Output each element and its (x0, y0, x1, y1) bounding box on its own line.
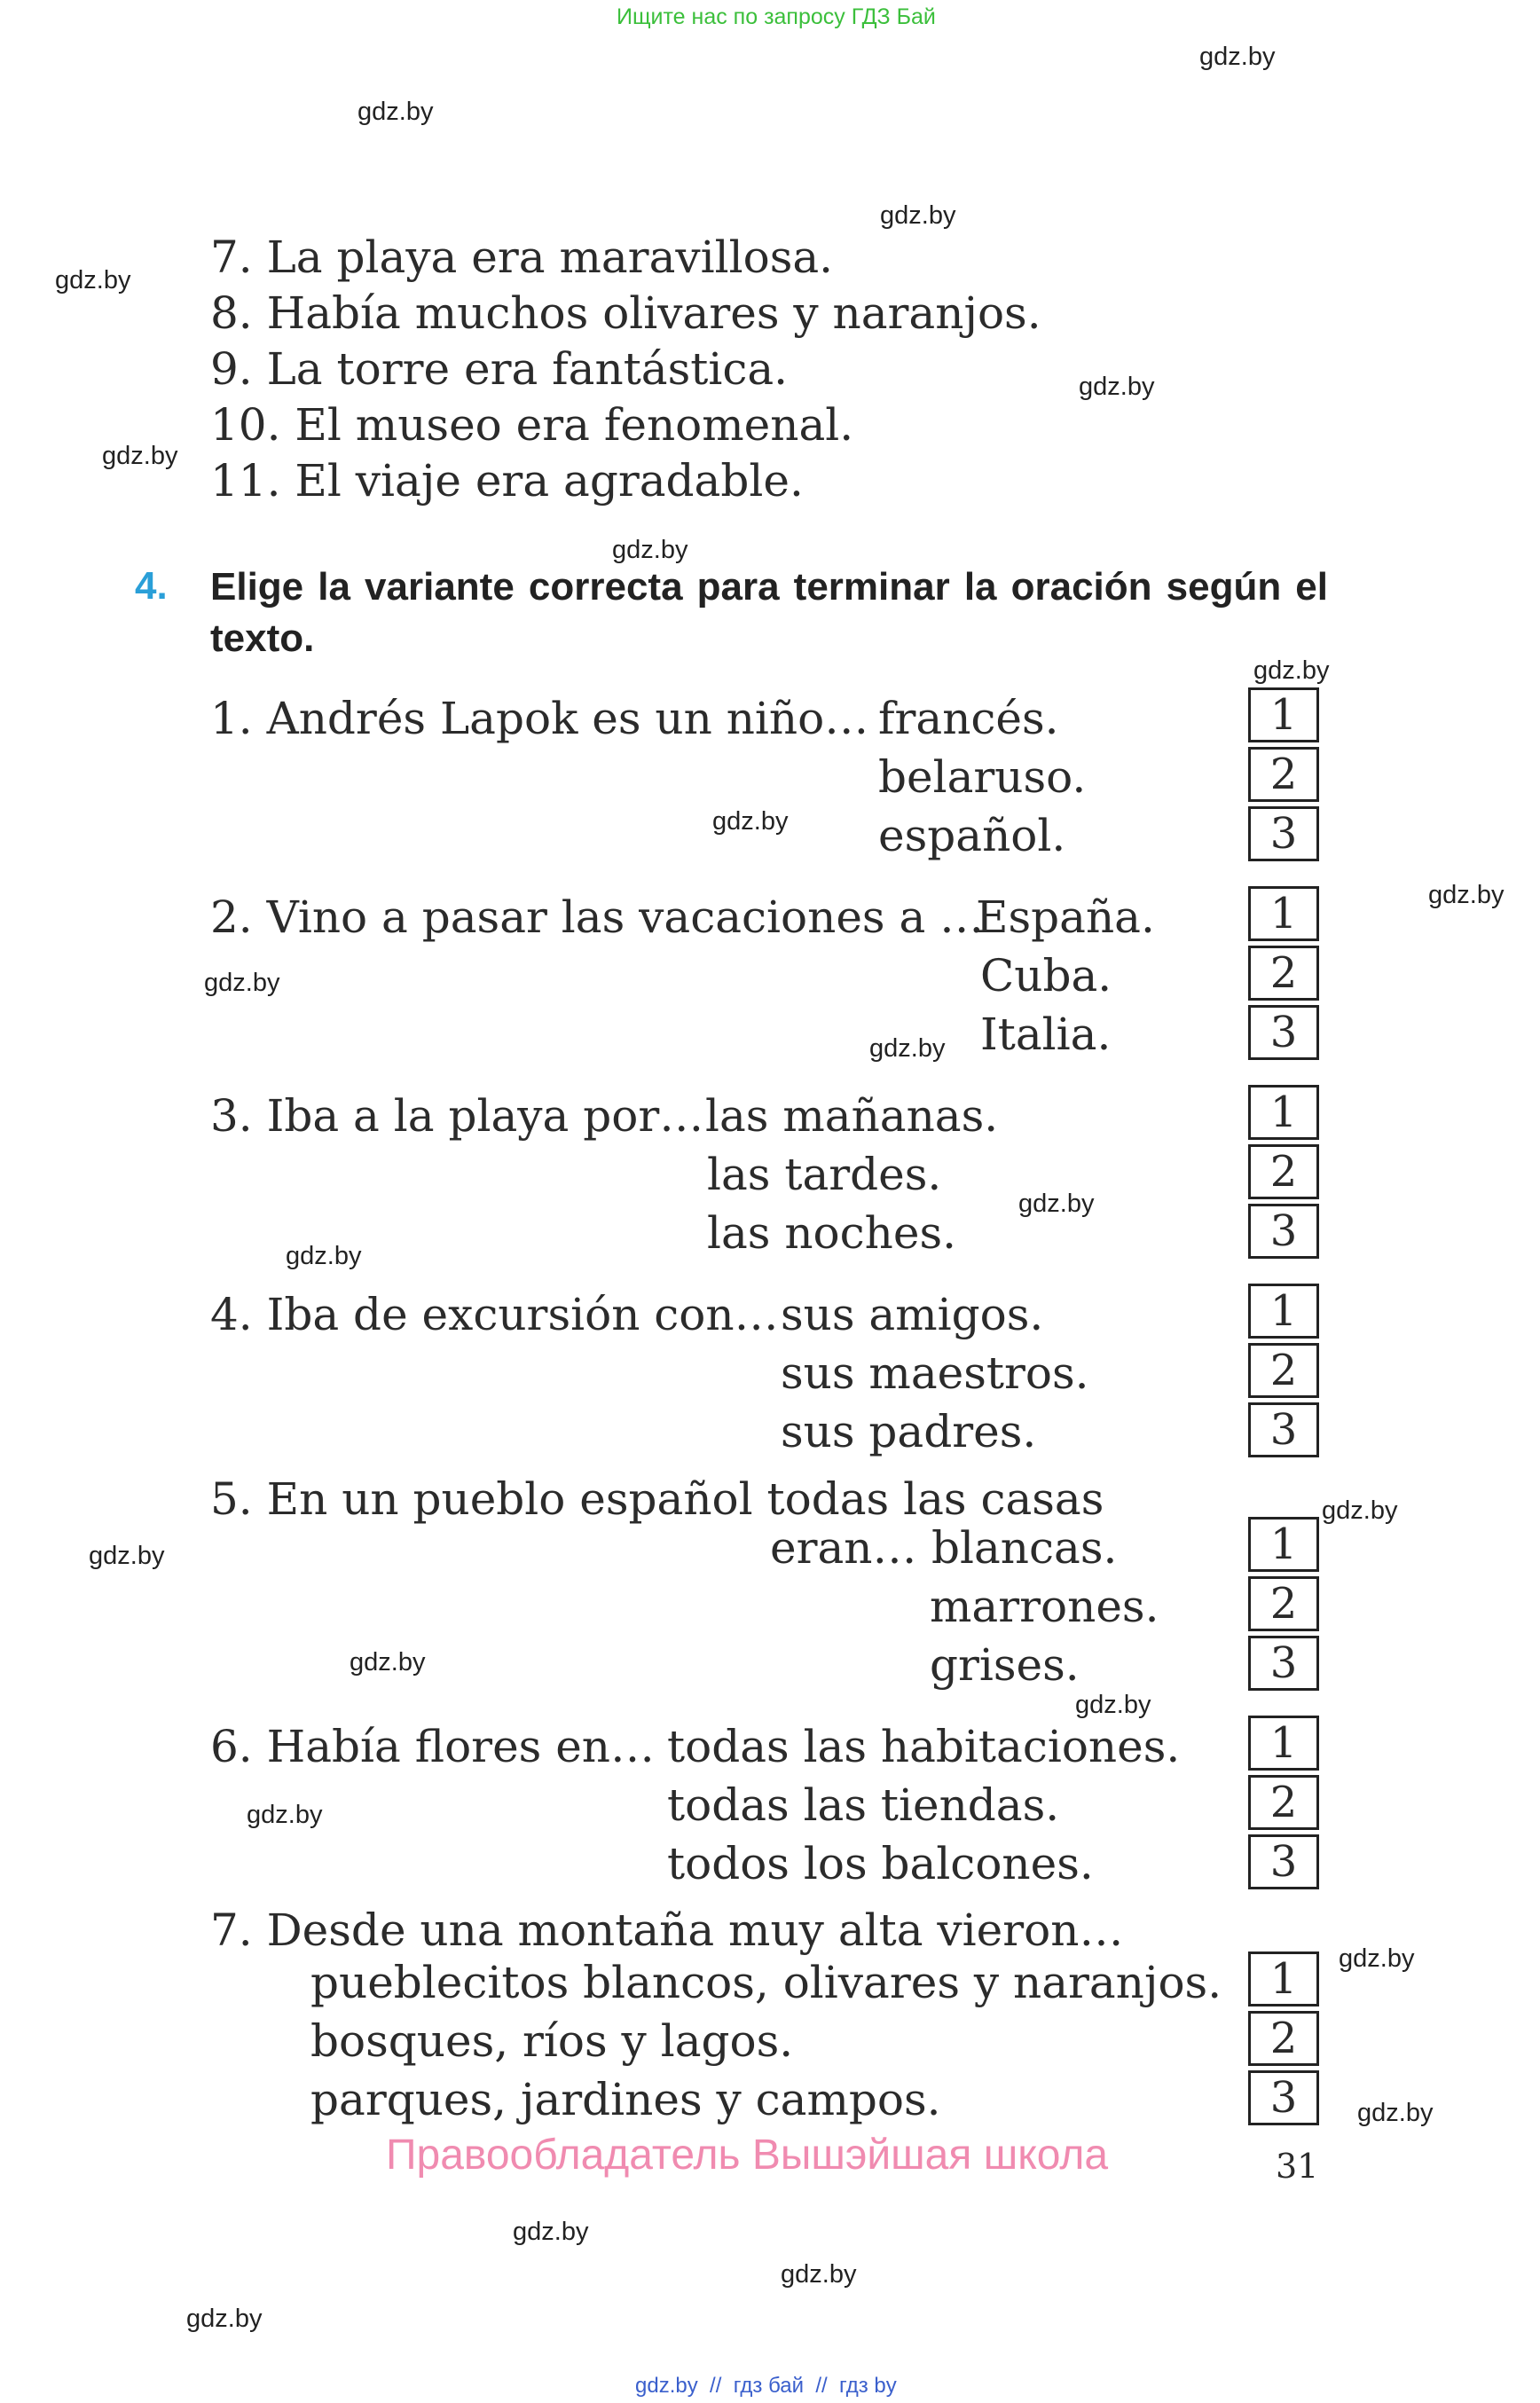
watermark: gdz.by (350, 1648, 426, 1677)
answer-box-3[interactable]: 3 (1248, 1834, 1319, 1889)
copyright-notice: Правообладатель Вышэйшая школа (386, 2132, 1109, 2179)
answer-option: belaruso. (878, 751, 1087, 803)
watermark: gdz.by (1018, 1190, 1095, 1218)
watermark: gdz.by (1428, 881, 1505, 909)
watermark: gdz.by (55, 266, 131, 294)
answer-option: las noches. (707, 1207, 957, 1259)
watermark: gdz.by (186, 2305, 263, 2333)
top-banner[interactable]: Ищите нас по запросу ГДЗ Бай (617, 4, 936, 29)
answer-box-1[interactable]: 1 (1248, 1951, 1319, 2006)
question-stem: 2. Vino a pasar las vacaciones a … (210, 891, 985, 943)
answer-box-1[interactable]: 1 (1248, 886, 1319, 941)
answer-box-1[interactable]: 1 (1248, 687, 1319, 742)
answer-option: parques, jardines y campos. (310, 2074, 941, 2125)
watermark: gdz.by (1357, 2099, 1434, 2127)
answer-box-1[interactable]: 1 (1248, 1284, 1319, 1339)
answer-box-1[interactable]: 1 (1248, 1085, 1319, 1140)
answer-box-3[interactable]: 3 (1248, 806, 1319, 861)
answer-box-2[interactable]: 2 (1248, 1775, 1319, 1830)
answer-option: todos los balcones. (667, 1838, 1094, 1889)
answer-box-2[interactable]: 2 (1248, 946, 1319, 1001)
answer-option: bosques, ríos y lagos. (310, 2015, 794, 2067)
answer-box-3[interactable]: 3 (1248, 2070, 1319, 2125)
list-item: 7. La playa era maravillosa. (210, 232, 834, 283)
watermark: gdz.by (513, 2218, 589, 2246)
answer-box-3[interactable]: 3 (1248, 1204, 1319, 1259)
answer-option: las mañanas. (705, 1090, 999, 1142)
question-stem: 4. Iba de excursión con… (210, 1289, 779, 1340)
question-stem: 7. Desde una montaña muy alta vieron… (210, 1904, 1124, 1956)
answer-box-3[interactable]: 3 (1248, 1005, 1319, 1060)
watermark: gdz.by (102, 442, 178, 470)
watermark: gdz.by (89, 1542, 165, 1570)
watermark: gdz.by (1253, 656, 1330, 685)
list-item: 11. El viaje era agradable. (210, 455, 804, 507)
answer-option: grises. (930, 1639, 1080, 1691)
list-item: 10. El museo era fenomenal. (210, 399, 854, 451)
watermark: gdz.by (286, 1242, 362, 1270)
answer-option: francés. (878, 693, 1059, 744)
watermark: gdz.by (1322, 1496, 1398, 1525)
watermark: gdz.by (358, 98, 434, 126)
answer-option: español. (878, 810, 1066, 861)
list-item: 9. La torre era fantástica. (210, 343, 789, 395)
task-number: 4. (135, 564, 168, 608)
answer-option: sus padres. (781, 1406, 1037, 1457)
answer-option: España. (976, 891, 1155, 943)
answer-option: Italia. (980, 1009, 1112, 1060)
watermark: gdz.by (781, 2260, 857, 2289)
question-stem-continued: eran… (770, 1522, 917, 1574)
watermark: gdz.by (1075, 1691, 1151, 1719)
answer-box-3[interactable]: 3 (1248, 1402, 1319, 1457)
answer-option: las tardes. (707, 1149, 942, 1200)
watermark: gdz.by (869, 1034, 946, 1063)
watermark: gdz.by (612, 536, 688, 564)
page-number: 31 (1276, 2147, 1319, 2186)
answer-option: marrones. (930, 1581, 1159, 1632)
question-stem: 3. Iba a la playa por… (210, 1090, 704, 1142)
watermark: gdz.by (247, 1801, 323, 1829)
question-stem: 6. Había flores en… (210, 1721, 656, 1772)
answer-option: todas las habitaciones. (667, 1721, 1181, 1772)
watermark: gdz.by (1079, 373, 1155, 401)
answer-box-1[interactable]: 1 (1248, 1517, 1319, 1572)
answer-option: blancas. (931, 1522, 1118, 1574)
watermark: gdz.by (1339, 1944, 1415, 1973)
answer-option: sus amigos. (781, 1289, 1044, 1340)
answer-option: sus maestros. (781, 1347, 1089, 1399)
question-stem: 5. En un pueblo español todas las casas (210, 1473, 1104, 1525)
answer-box-2[interactable]: 2 (1248, 747, 1319, 802)
footer-links[interactable]: gdz.by // гдз бай // гдз by (635, 2374, 897, 2398)
watermark: gdz.by (1199, 43, 1276, 71)
answer-option: pueblecitos blancos, olivares y naranjos. (310, 1957, 1222, 2008)
answer-option: Cuba. (980, 950, 1112, 1001)
answer-box-3[interactable]: 3 (1248, 1636, 1319, 1691)
watermark: gdz.by (204, 969, 280, 997)
answer-option: todas las tiendas. (667, 1779, 1060, 1831)
task-instruction: Elige la variante correcta para terminar la oración según el texto. (210, 565, 1328, 660)
list-item: 8. Había muchos olivares y naranjos. (210, 287, 1041, 339)
watermark: gdz.by (712, 807, 789, 836)
answer-box-2[interactable]: 2 (1248, 1144, 1319, 1199)
answer-box-1[interactable]: 1 (1248, 1716, 1319, 1771)
watermark: gdz.by (880, 201, 956, 230)
answer-box-2[interactable]: 2 (1248, 1576, 1319, 1631)
question-stem: 1. Andrés Lapok es un niño… (210, 693, 869, 744)
answer-box-2[interactable]: 2 (1248, 2011, 1319, 2066)
answer-box-2[interactable]: 2 (1248, 1343, 1319, 1398)
